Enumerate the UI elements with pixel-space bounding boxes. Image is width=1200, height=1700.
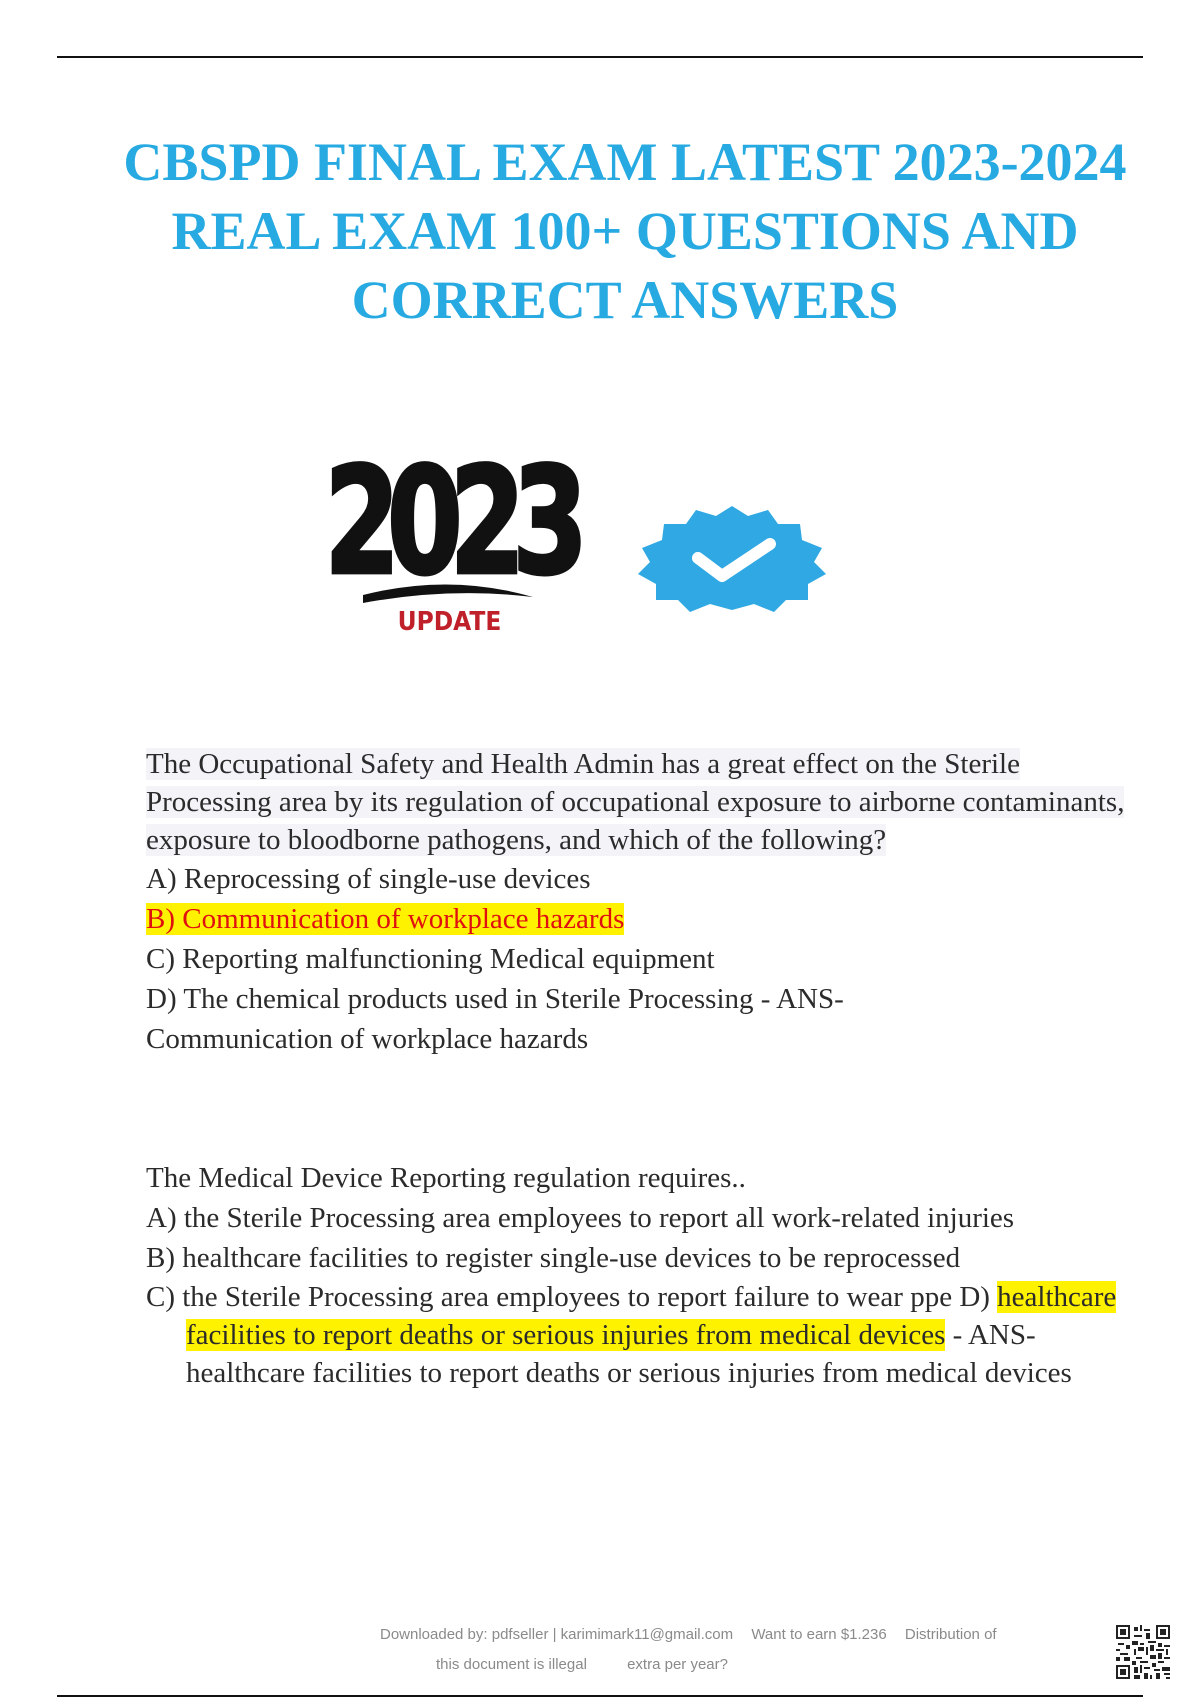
footer-earn-line-2: extra per year? [627, 1656, 728, 1673]
question-2 [146, 1158, 1126, 1392]
question-2-option-a: A) the Sterile Processing area employees to report all work-related injuries [146, 1202, 1015, 1234]
question-1-option-d: D) The chemical products used in Sterile Processing - ANS- [146, 983, 844, 1015]
document-title [100, 128, 1150, 335]
footer-earn-line-1: Want to earn $1.236 [751, 1626, 887, 1643]
question-2-stem: The Medical Device Reporting regulation requires.. [146, 1162, 746, 1194]
title-line-2: REAL EXAM 100+ QUESTIONS AND [171, 201, 1079, 261]
bottom-rule [57, 1695, 1143, 1697]
logo-2023-update [324, 435, 576, 640]
footer [380, 1620, 1110, 1680]
question-1-option-c: C) Reporting malfunctioning Medical equipment [146, 943, 715, 975]
title-line-3: CORRECT ANSWERS [351, 270, 899, 330]
verified-check-badge-icon [632, 500, 832, 610]
question-1-option-b [146, 899, 1126, 939]
question-1-option-a: A) Reprocessing of single-use devices [146, 863, 591, 895]
question-2-answer: - ANS- healthcare facilities to report deaths or serious injuries from medical devices [186, 1319, 1072, 1389]
question-1-option-b-highlight: B) Communication of workplace hazards [146, 903, 625, 935]
footer-distribution-line-2: this document is illegal [436, 1656, 587, 1673]
question-2-option-c: C) the Sterile Processing area employees to report failure to wear ppe D) [146, 1281, 990, 1313]
question-1 [146, 745, 1126, 1059]
question-1-stem: The Occupational Safety and Health Admin has a great effect on the Sterile Processing area by its regulation of occupational exposure to airborne contaminants, exposure to bloodborne pathogens, and which of the following? [146, 748, 1125, 856]
footer-distribution-line-1: Distribution of [904, 1626, 997, 1643]
qr-code-icon [1116, 1625, 1170, 1679]
question-1-answer: Communication of workplace hazards [146, 1023, 589, 1055]
logo-year-text: 2023 [324, 435, 576, 608]
question-2-option-b: B) healthcare facilities to register single-use devices to be reprocessed [146, 1242, 961, 1274]
title-line-1: CBSPD FINAL EXAM LATEST 2023-2024 [123, 132, 1127, 192]
question-2-option-c-d [146, 1278, 1126, 1392]
question-2-option-d-highlight: healthcare facilities to report deaths or serious injuries from medical devices [186, 1281, 1117, 1351]
footer-downloaded-by: Downloaded by: pdfseller | karimimark11@gmail.com [380, 1626, 734, 1643]
top-rule [57, 56, 1143, 58]
logo-update-text: UPDATE [397, 605, 502, 637]
